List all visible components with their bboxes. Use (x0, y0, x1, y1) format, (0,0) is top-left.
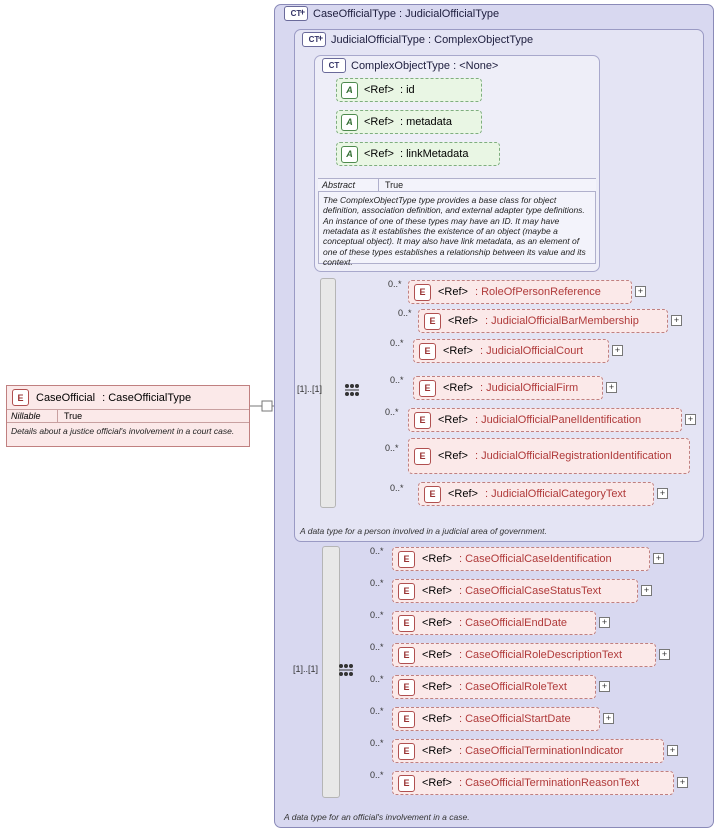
complex-object-type-label: ComplexObjectType : <None> (351, 59, 499, 72)
complex-type-badge-icon: CT (284, 6, 308, 21)
attribute-ref: <Ref> (364, 84, 394, 96)
abstract-row (318, 178, 596, 192)
case-official-type-documentation: A data type for an official's involvement in a case. (284, 812, 470, 822)
element-row[interactable] (392, 771, 674, 795)
element-badge-icon: E (398, 583, 415, 600)
expand-element-button[interactable]: + (677, 777, 688, 788)
element-name: : CaseOfficialStartDate (458, 713, 571, 725)
element-badge-icon: E (424, 486, 441, 503)
element-badge-icon: E (398, 743, 415, 760)
attribute-name: : linkMetadata (399, 148, 469, 160)
expand-plus-icon[interactable]: + (317, 33, 324, 43)
element-row[interactable] (408, 408, 682, 432)
expand-element-button[interactable]: + (599, 617, 610, 628)
element-ref: <Ref> (422, 777, 452, 789)
element-name: : CaseOfficialRoleDescriptionText (458, 649, 622, 661)
element-occurrence: 0..* (370, 642, 384, 652)
attribute-row[interactable] (336, 142, 500, 166)
element-name: : JudicialOfficialCourt (479, 345, 584, 357)
expand-element-button[interactable]: + (671, 315, 682, 326)
element-name: : CaseOfficialEndDate (458, 617, 567, 629)
element-badge-icon: E (398, 679, 415, 696)
element-ref: <Ref> (448, 488, 478, 500)
root-element-name: CaseOfficial (36, 391, 96, 404)
element-occurrence: 0..* (385, 443, 399, 453)
judicial-official-type-label: JudicialOfficialType : ComplexObjectType (331, 33, 534, 46)
case-official-type-header (284, 6, 499, 21)
abstract-key: Abstract (318, 179, 379, 191)
attribute-row[interactable] (336, 78, 482, 102)
element-ref: <Ref> (443, 382, 473, 394)
element-occurrence: 0..* (370, 578, 384, 588)
expand-element-button[interactable]: + (606, 382, 617, 393)
nillable-value: True (64, 411, 83, 421)
expand-element-button[interactable]: + (599, 681, 610, 692)
element-row[interactable] (408, 280, 632, 304)
expand-element-button[interactable]: + (659, 649, 670, 660)
abstract-value: True (385, 180, 404, 190)
element-badge-icon: E (398, 615, 415, 632)
element-occurrence: 0..* (370, 546, 384, 556)
judicial-official-type-documentation: A data type for a person involved in a judicial area of government. (300, 526, 547, 536)
element-ref: <Ref> (422, 553, 452, 565)
element-badge-icon: E (419, 343, 436, 360)
element-ref: <Ref> (448, 315, 478, 327)
complex-type-badge-icon: CT (302, 32, 326, 47)
complex-object-type-documentation: The ComplexObjectType type provides a base class for object definition, association definition, and external adapter type definitions. An instance of one of these types may have an ID. It may have metadata as it establishes the existence of an object (maybe a conceptual object). It may also have link metadata, as an element of one of these types establishes a relationship between its value and its context. (318, 192, 596, 264)
element-name: : CaseOfficialCaseIdentification (458, 553, 612, 565)
attribute-name: : id (399, 84, 415, 96)
root-element-type: : CaseOfficialType (102, 391, 192, 404)
element-occurrence: 0..* (390, 483, 404, 493)
element-name: : CaseOfficialTerminationIndicator (458, 745, 624, 757)
element-occurrence: 0..* (390, 375, 404, 385)
element-occurrence: 0..* (398, 308, 412, 318)
root-element-title (7, 386, 249, 410)
element-name: : CaseOfficialTerminationReasonText (458, 777, 640, 789)
root-nillable-row (7, 410, 249, 423)
root-documentation: Details about a justice official's involvement in a court case. (11, 426, 235, 436)
attribute-name: : metadata (399, 116, 452, 128)
element-name: : JudicialOfficialRegistrationIdentification (474, 449, 672, 462)
element-row[interactable] (408, 438, 690, 474)
complex-object-type-header (322, 58, 498, 73)
complex-type-badge-icon: CT (322, 58, 346, 73)
element-occurrence: 0..* (370, 738, 384, 748)
element-ref: <Ref> (438, 286, 468, 298)
element-occurrence: 0..* (370, 610, 384, 620)
element-badge-icon: E (398, 775, 415, 792)
element-ref: <Ref> (438, 450, 468, 462)
root-element-box[interactable] (6, 385, 250, 447)
element-row[interactable] (392, 675, 596, 699)
element-ref: <Ref> (438, 414, 468, 426)
element-row[interactable] (418, 482, 654, 506)
element-ref: <Ref> (422, 681, 452, 693)
attribute-ref: <Ref> (364, 116, 394, 128)
expand-element-button[interactable]: + (641, 585, 652, 596)
element-badge-icon: E (398, 551, 415, 568)
expand-element-button[interactable]: + (657, 488, 668, 499)
element-ref: <Ref> (443, 345, 473, 357)
element-occurrence: 0..* (370, 770, 384, 780)
expand-element-button[interactable]: + (635, 286, 646, 297)
element-row[interactable] (392, 643, 656, 667)
element-name: : JudicialOfficialBarMembership (484, 315, 639, 327)
element-ref: <Ref> (422, 713, 452, 725)
element-badge-icon: E (398, 711, 415, 728)
element-name: : RoleOfPersonReference (474, 286, 601, 298)
element-badge-icon: E (414, 448, 431, 465)
element-occurrence: 0..* (385, 407, 399, 417)
expand-element-button[interactable]: + (603, 713, 614, 724)
element-ref: <Ref> (422, 649, 452, 661)
judicial-official-type-header (302, 32, 533, 47)
expand-element-button[interactable]: + (685, 414, 696, 425)
element-name: : JudicialOfficialCategoryText (484, 488, 626, 500)
element-name: : JudicialOfficialPanelIdentification (474, 414, 642, 426)
element-row[interactable] (392, 579, 638, 603)
element-row[interactable] (392, 707, 600, 731)
element-badge-icon: E (398, 647, 415, 664)
element-name: : CaseOfficialRoleText (458, 681, 567, 693)
judicial-sequence-bar (320, 278, 336, 508)
element-ref: <Ref> (422, 617, 452, 629)
element-row[interactable] (392, 611, 596, 635)
element-badge-icon: E (419, 380, 436, 397)
element-name: : JudicialOfficialFirm (479, 382, 579, 394)
element-occurrence: 0..* (390, 338, 404, 348)
case-sequence-occurrence: [1]..[1] (293, 664, 319, 674)
element-name: : CaseOfficialCaseStatusText (458, 585, 602, 597)
element-occurrence: 0..* (388, 279, 402, 289)
element-row[interactable] (392, 547, 650, 571)
element-row[interactable] (418, 309, 668, 333)
element-occurrence: 0..* (370, 674, 384, 684)
sequence-icon (338, 662, 354, 678)
expand-plus-icon[interactable]: + (299, 7, 306, 17)
judicial-sequence-occurrence: [1]..[1] (297, 384, 323, 394)
expand-element-button[interactable]: + (612, 345, 623, 356)
attribute-badge-icon: A (341, 146, 358, 163)
element-row[interactable] (392, 739, 664, 763)
nillable-key: Nillable (7, 410, 58, 422)
attribute-badge-icon: A (341, 82, 358, 99)
element-ref: <Ref> (422, 585, 452, 597)
attribute-badge-icon: A (341, 114, 358, 131)
sequence-icon (344, 382, 360, 398)
attribute-ref: <Ref> (364, 148, 394, 160)
element-row[interactable] (413, 376, 603, 400)
expand-element-button[interactable]: + (653, 553, 664, 564)
case-official-type-label: CaseOfficialType : JudicialOfficialType (313, 7, 500, 20)
attribute-row[interactable] (336, 110, 482, 134)
expand-element-button[interactable]: + (667, 745, 678, 756)
element-badge-icon: E (12, 389, 29, 406)
element-ref: <Ref> (422, 745, 452, 757)
element-occurrence: 0..* (370, 706, 384, 716)
element-badge-icon: E (424, 313, 441, 330)
element-row[interactable] (413, 339, 609, 363)
element-badge-icon: E (414, 284, 431, 301)
element-badge-icon: E (414, 412, 431, 429)
